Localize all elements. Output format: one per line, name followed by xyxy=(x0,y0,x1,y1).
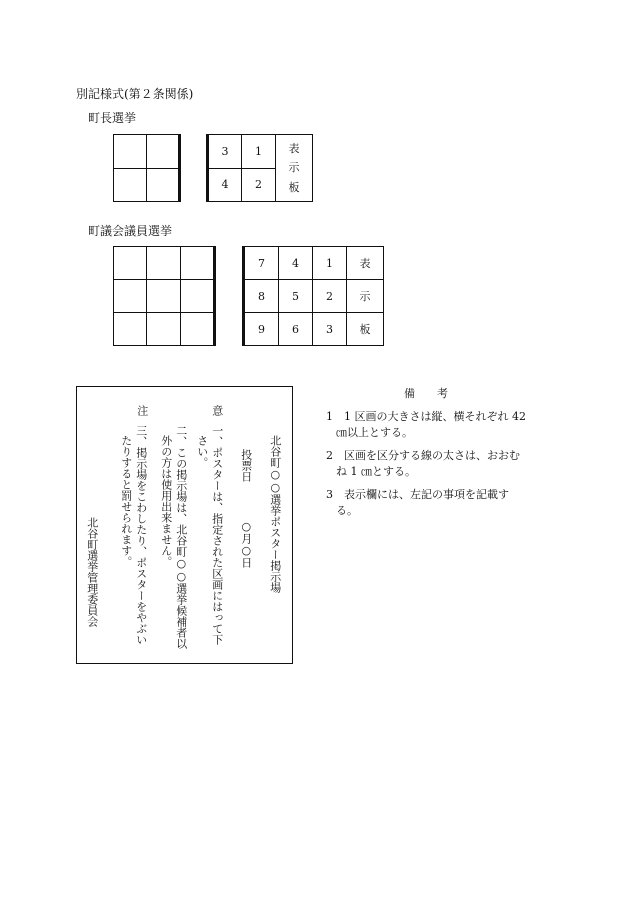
board-label-char: 示 xyxy=(288,161,300,175)
council-divider-left xyxy=(213,246,216,346)
grid-number-cell: 3 xyxy=(313,313,347,346)
board-label-char: 板 xyxy=(288,180,300,194)
board-label-cell: 表 xyxy=(347,247,384,280)
grid-cell xyxy=(114,135,147,169)
grid-number-cell: 9 xyxy=(245,313,279,346)
grid-cell xyxy=(114,247,147,280)
grid-number-cell: 2 xyxy=(242,168,276,202)
grid-cell xyxy=(147,280,180,313)
mayor-divider-left xyxy=(178,134,181,202)
notice-item-3-line-1: 三、掲示場をこわしたり、ポスターをやぶい xyxy=(134,425,148,645)
grid-number-cell: 4 xyxy=(209,168,242,202)
mayor-election-title: 町長選挙 xyxy=(88,111,137,125)
remarks-item-1: 1 1 区画の大きさは縦、横それぞれ 42 ㎝以上とする。 xyxy=(326,409,526,439)
notice-signature: 北谷町選挙管理委員会 xyxy=(85,517,99,627)
grid-cell xyxy=(147,247,180,280)
remarks-item-3: 3 表示欄には、左記の事項を記載する。 xyxy=(326,487,509,517)
grid-cell xyxy=(114,280,147,313)
grid-cell xyxy=(147,313,180,346)
notice-item-2-line-1: 二、この掲示場は、北谷町○○選挙候補者以 xyxy=(174,425,188,649)
council-number-grid xyxy=(244,246,384,346)
grid-number-cell: 5 xyxy=(279,280,313,313)
remarks-section xyxy=(326,386,526,526)
grid-number-cell: 3 xyxy=(209,135,242,169)
notice-title: 北谷町○○選挙ポスター掲示場 xyxy=(268,435,282,593)
notice-item-1-line-2: さい。 xyxy=(195,435,209,468)
remarks-item-2: 2 区画を区分する線の太さは、おおむね 1 ㎝とする。 xyxy=(326,448,520,478)
grid-cell xyxy=(114,313,147,346)
mayor-number-grid xyxy=(208,134,313,202)
caution-char-2: 意 xyxy=(210,405,224,416)
grid-number-cell: 8 xyxy=(245,280,279,313)
notice-item-1-line-1: 一、ポスターは、指定された区画にはって下 xyxy=(210,425,224,645)
grid-cell xyxy=(146,135,179,169)
form-title: 別記様式(第２条関係) xyxy=(76,87,194,101)
board-label-char: 表 xyxy=(288,142,300,156)
grid-cell xyxy=(114,168,147,202)
notice-item-3-line-2: たりすると罰せられます。 xyxy=(119,435,133,567)
notice-board xyxy=(76,386,293,664)
grid-number-cell: 6 xyxy=(279,313,313,346)
vote-label: 投票日 xyxy=(239,449,253,482)
grid-cell xyxy=(146,168,179,202)
grid-number-cell: 1 xyxy=(242,135,276,169)
council-election-title: 町議会議員選挙 xyxy=(88,224,173,238)
notice-item-2-line-2: 外の方は使用出来ません。 xyxy=(159,435,173,567)
board-label-cell xyxy=(276,135,313,202)
grid-number-cell: 2 xyxy=(313,280,347,313)
grid-cell xyxy=(180,280,213,313)
mayor-empty-grid xyxy=(113,134,179,202)
board-label-cell: 示 xyxy=(347,280,384,313)
grid-number-cell: 4 xyxy=(279,247,313,280)
board-label-cell: 板 xyxy=(347,313,384,346)
grid-cell xyxy=(180,313,213,346)
grid-cell xyxy=(180,247,213,280)
remarks-heading: 備 考 xyxy=(404,387,448,400)
vote-date: ○月○日 xyxy=(239,520,253,568)
council-empty-grid xyxy=(113,246,214,346)
grid-number-cell: 7 xyxy=(245,247,279,280)
caution-char-1: 注 xyxy=(135,405,149,416)
grid-number-cell: 1 xyxy=(313,247,347,280)
